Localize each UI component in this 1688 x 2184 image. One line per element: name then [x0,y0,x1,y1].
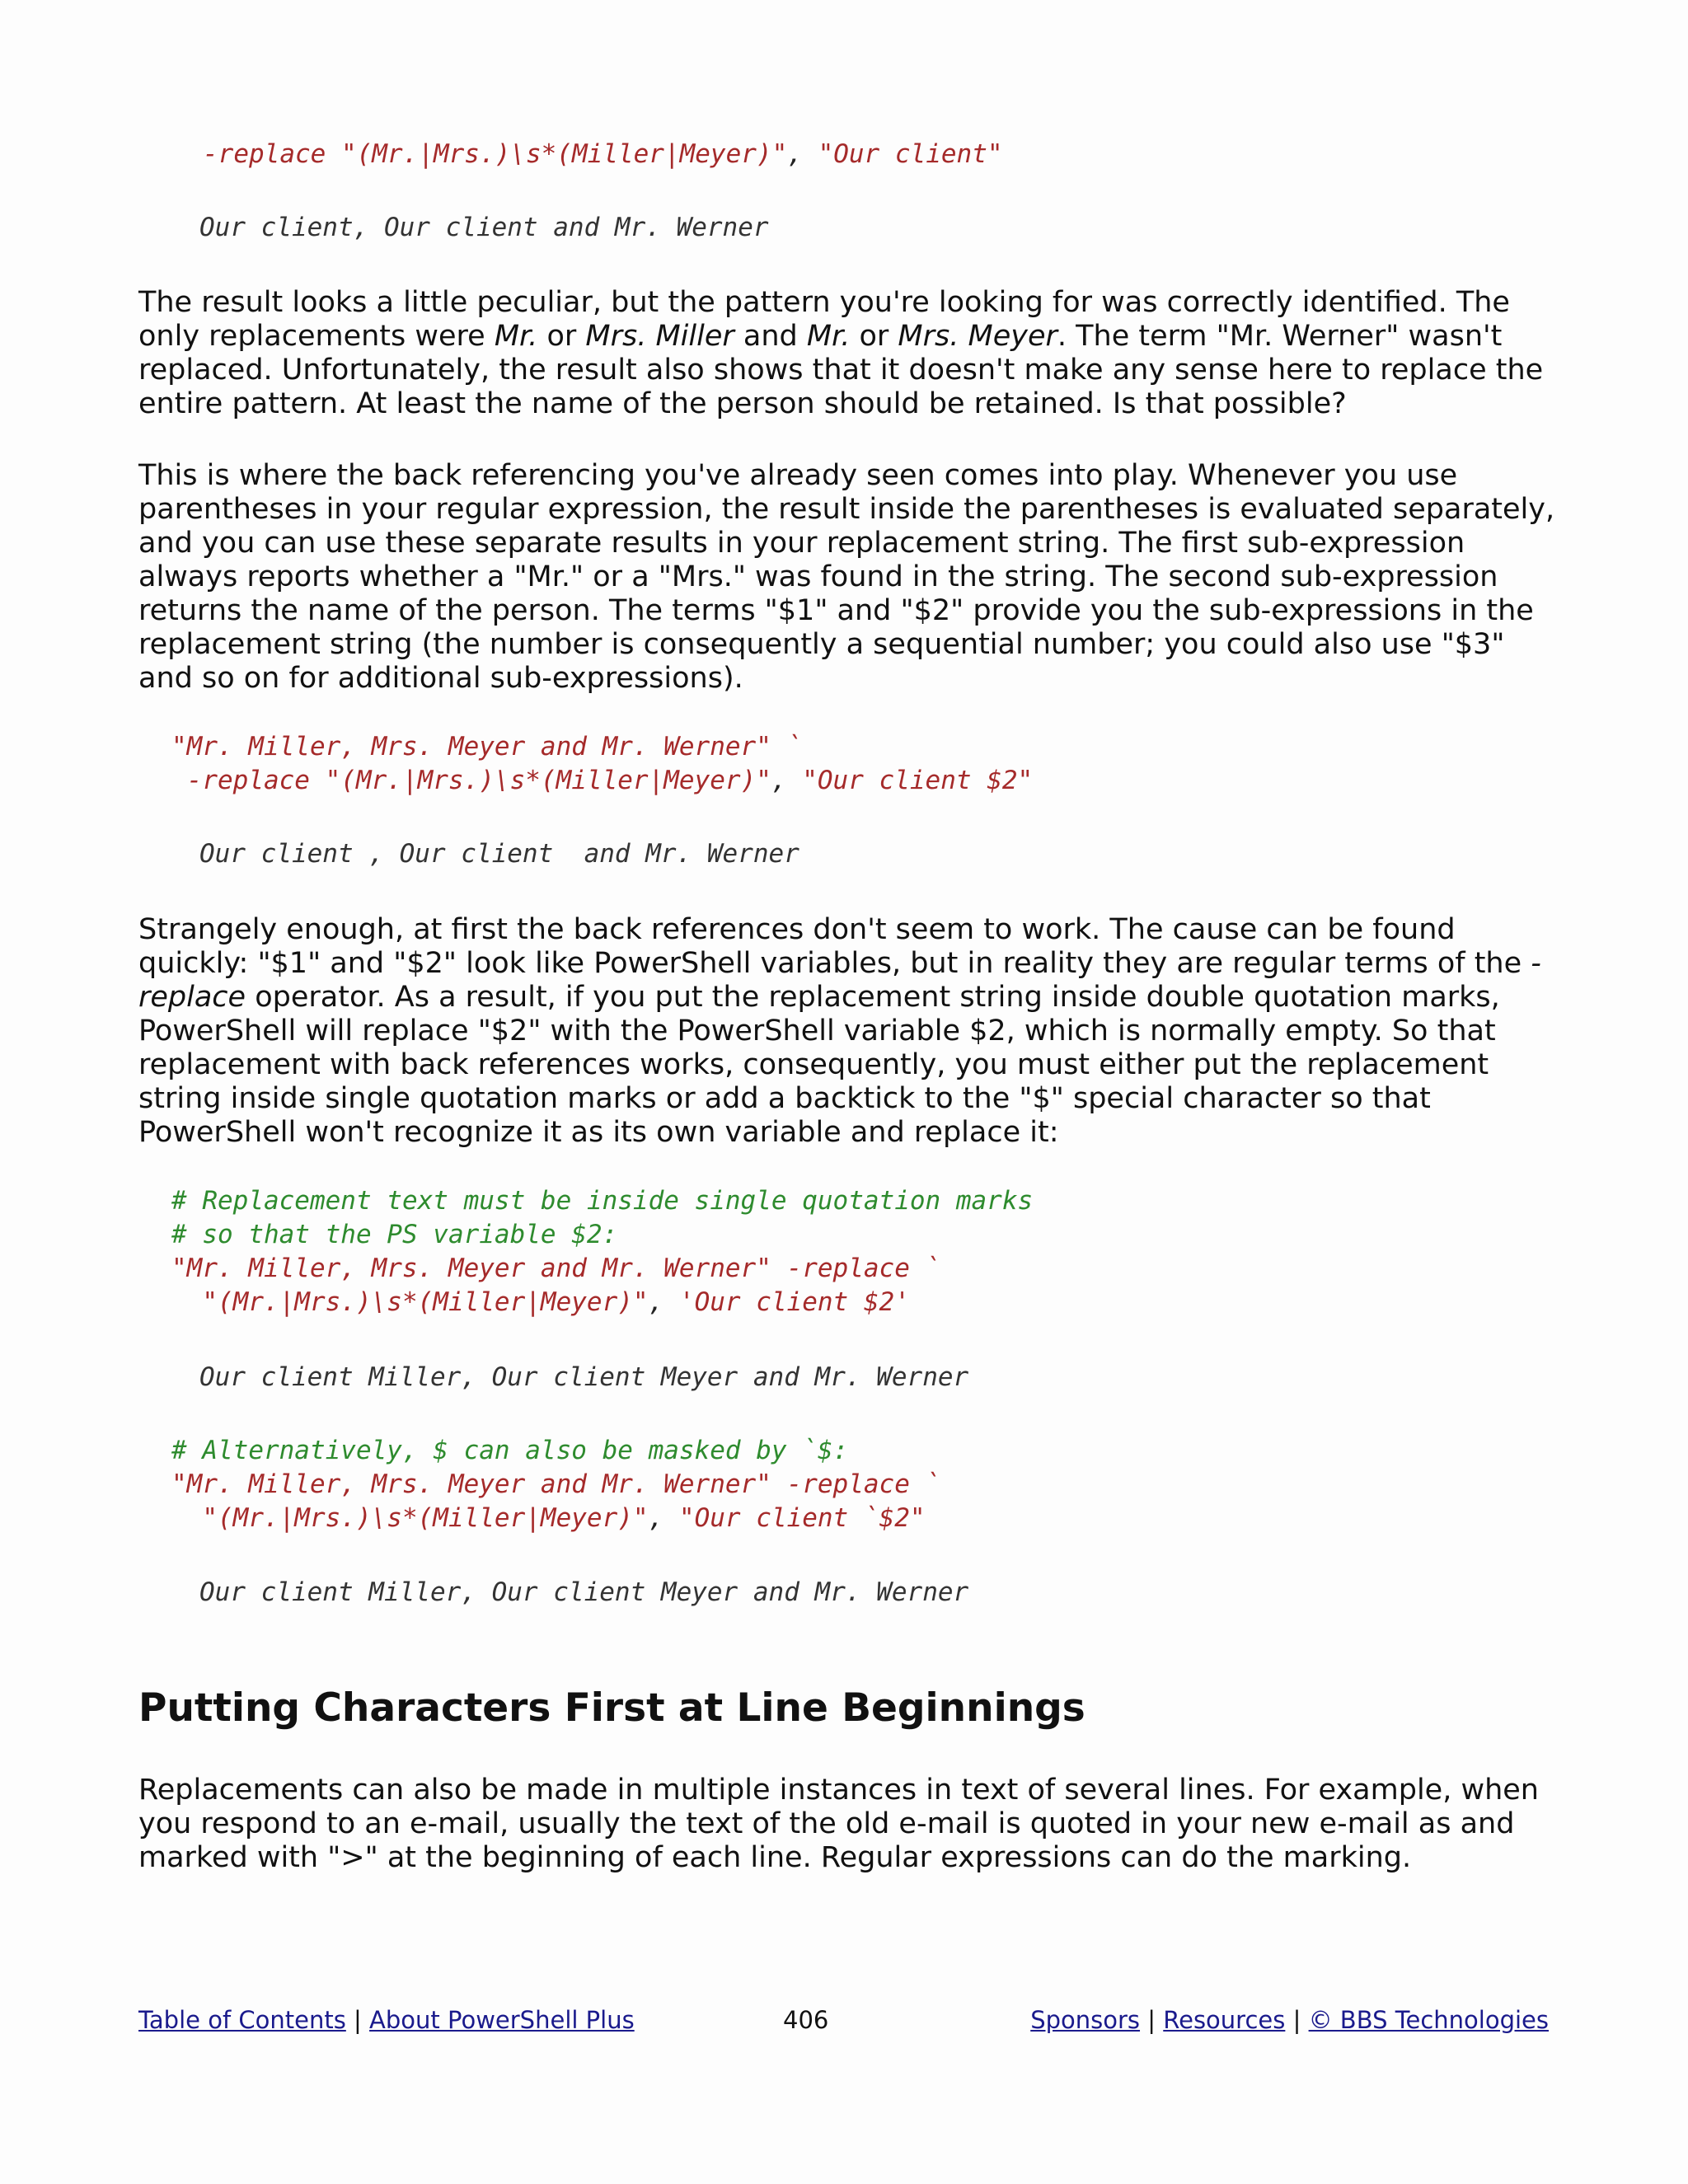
code-separator: , [771,766,803,795]
paragraph-text: or [537,320,586,353]
about-powershell-plus-link[interactable]: About PowerShell Plus [369,2006,635,2034]
footer-separator: | [345,2006,370,2034]
code-line: "Mr. Miller, Mrs. Meyer and Mr. Werner" -replace ` [171,1254,941,1283]
code-pattern: "(Mr.|Mrs.)\s*(Miller|Meyer)" [171,1503,649,1533]
code-replacement: "Our client $2" [802,766,1034,795]
emphasis: -replace [138,947,1541,1014]
section-heading: Putting Characters First at Line Beginnings [138,1685,1085,1731]
code-comment: # Alternatively, $ can also be masked by `$: [171,1436,849,1465]
emphasis: Mrs. Miller [585,320,734,353]
paragraph-text: . The term "Mr. Werner" wasn't replaced. Unfortunately, the result also shows that it doesn't make any sense here to replace the entire pattern. At least the name of the person should be retained. Is that possible? [138,320,1544,420]
code-output-1: Our client, Our client and Mr. Werner [199,213,769,242]
code-line: "Mr. Miller, Mrs. Meyer and Mr. Werner" ` [171,732,803,762]
page-number: 406 [783,2006,829,2034]
code-pattern: "(Mr.|Mrs.)\s*(Miller|Meyer)" [309,766,771,795]
copyright-link[interactable]: © BBS Technologies [1308,2006,1549,2034]
code-output-4: Our client Miller, Our client Meyer and Mr. Werner [199,1577,969,1607]
sponsors-link[interactable]: Sponsors [1030,2006,1141,2034]
code-comment: # Replacement text must be inside single quotation marks [171,1186,1034,1216]
code-pattern: "(Mr.|Mrs.)\s*(Miller|Meyer)" [171,1287,649,1317]
code-replacement: "Our client `$2" [678,1503,926,1533]
paragraph-text: operator. As a result, if you put the replacement string inside double quotation marks, PowerShell will replace "$2" with the PowerShell variable $2, which is normally empty. So that replacement with back references works, consequently, you must either put the replacement string inside single quotation marks or add a backtick to the "$" special character so that PowerShell won't recognize it as its own variable and replace it: [138,981,1500,1149]
emphasis: Mr. [806,320,851,353]
code-output-2: Our client , Our client and Mr. Werner [199,839,799,869]
code-separator: , [648,1287,679,1317]
table-of-contents-link[interactable]: Table of Contents [138,2006,346,2034]
code-block-3 [171,1184,1033,1319]
footer-left-links [138,2005,635,2035]
footer-separator: | [1285,2006,1309,2034]
emphasis: Mr. [494,320,538,353]
paragraph-1 [138,286,1556,421]
paragraph-2: This is where the back referencing you've already seen comes into play. Whenever you use parentheses in your regular expression, the result inside the parentheses is evaluated separately, and you can use these separate results in your replacement string. The first sub-expression always reports whether a "Mr." or a "Mrs." was found in the string. The second sub-expression returns the name of the person. The terms "$1" and "$2" provide you the sub-expressions in the replacement string (the number is consequently a sequential number; you could also use "$3" and so on for additional sub-expressions). [138,459,1555,695]
resources-link[interactable]: Resources [1163,2006,1286,2034]
emphasis: Mrs. Meyer [898,320,1057,353]
code-block-1 [203,138,1003,171]
paragraph-4: Replacements can also be made in multiple instances in text of several lines. For example, when you respond to an e-mail, usually the text of the old e-mail is quoted in your new e-mail as and marked with ">" at the beginning of each line. Regular expressions can do the marking. [138,1774,1539,1874]
paragraph-text: The result looks a little peculiar, but the pattern you're looking for was correctly identified. The only replacements were [138,286,1510,353]
paragraph-text: and [734,320,807,353]
paragraph-3 [138,913,1556,1150]
code-keyword: -replace [171,766,310,795]
code-line: "Mr. Miller, Mrs. Meyer and Mr. Werner" -replace ` [171,1469,941,1499]
code-separator: , [787,139,818,169]
code-replacement: 'Our client $2' [678,1287,910,1317]
code-pattern: "(Mr.|Mrs.)\s*(Miller|Meyer)" [340,139,788,169]
code-keyword: -replace [203,139,326,169]
code-block-4 [171,1434,940,1535]
code-comment: # so that the PS variable $2: [171,1220,618,1249]
code-replacement: "Our client" [818,139,1003,169]
code-block-2 [171,730,1033,798]
footer-separator: | [1140,2006,1164,2034]
code-output-3: Our client Miller, Our client Meyer and Mr. Werner [199,1362,969,1392]
footer-right-links [1030,2005,1549,2035]
paragraph-text: Strangely enough, at first the back references don't seem to work. The cause can be found quickly: "$1" and "$2" look like PowerShell variables, but in reality they are regular terms of the [138,913,1531,980]
code-separator: , [648,1503,679,1533]
paragraph-text: or [850,320,898,353]
